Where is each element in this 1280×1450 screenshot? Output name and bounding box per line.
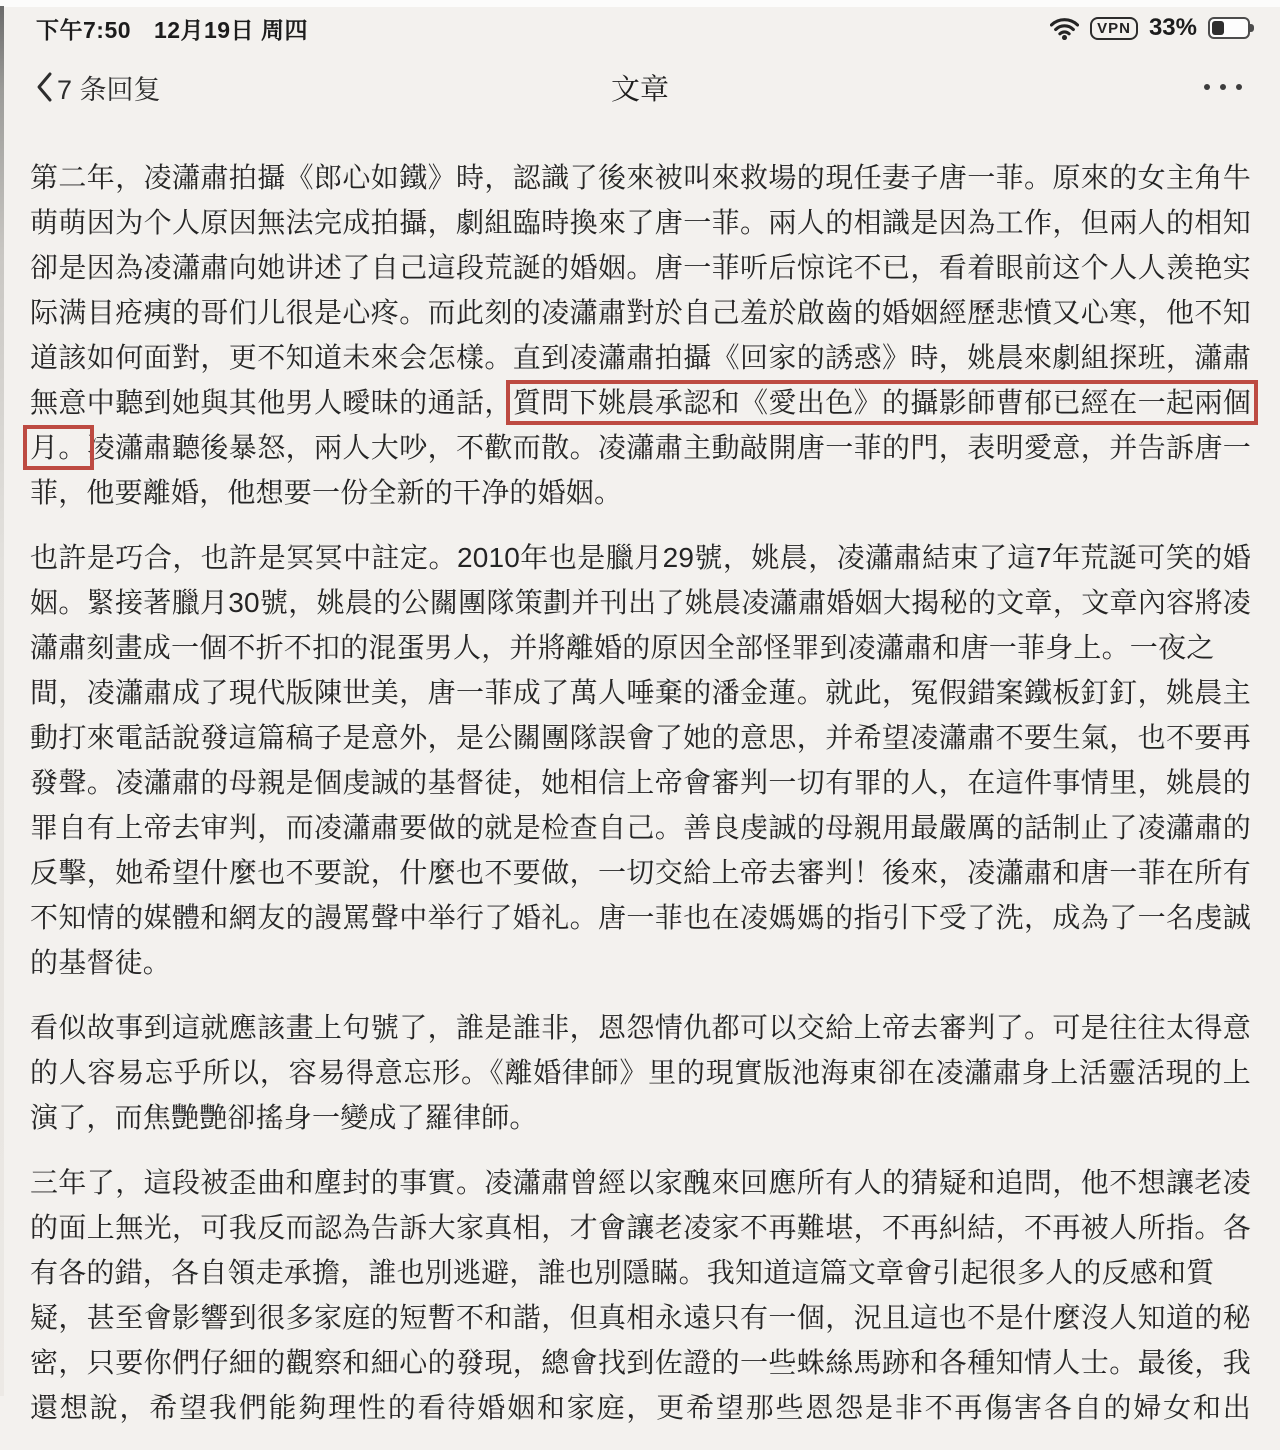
article-line [30,1340,1251,1385]
status-datetime [36,12,308,45]
text-segment: 看似故事到這就應該畫上句號了，誰是誰非，恩怨情仇都可以交給上帝去審判了。可是往往太得意 [30,1012,1251,1043]
text-segment: 密，只要你們仔細的觀察和細心的發現，總會找到佐證的一些蛛絲馬跡和各種知情人士。最後，我 [30,1347,1251,1378]
article-line [30,1005,1251,1050]
text-segment: 第二年，凌瀟肅拍攝《郎心如鐵》時，認識了後來被叫來救場的現任妻子唐一菲。原來的女主角牛 [30,162,1251,193]
back-label: 7 条回复 [57,74,161,105]
article-line [30,470,1251,515]
article-line [30,535,1251,580]
article-line [30,805,1251,850]
paragraph [30,155,1251,515]
text-segment: 也許是巧合，也許是冥冥中註定。2010年也是臘月29號，姚晨，凌瀟肅結束了這7年荒誕可笑的婚 [30,542,1251,573]
text-segment: 萌萌因为个人原因無法完成拍攝，劇組臨時換來了唐一菲。兩人的相識是因為工作，但兩人的相知 [30,207,1251,238]
text-segment: 的基督徒。 [30,947,172,978]
text-segment: 际满目疮痍的哥们儿很是心疼。而此刻的凌瀟肅對於自己羞於啟齒的婚姻經歷悲憤又心寒，他不知 [30,297,1251,328]
paragraph [30,535,1251,985]
wifi-icon [1050,17,1079,40]
article-line [30,335,1251,380]
article-line [30,1050,1251,1095]
more-options-button[interactable] [1202,74,1244,100]
red-highlight-box: 質問下姚晨承認和《愛出色》的攝影師曹郁已經在一起兩個 [512,387,1252,418]
red-highlight-box: 月。 [30,432,87,463]
back-chevron-icon [36,71,53,103]
text-segment: 無意中聽到她與其他男人曖昧的通話， [30,387,513,418]
screen-top-edge [0,0,1280,7]
text-segment: 的面上無光，可我反而認為告訴大家真相，才會讓老凌家不再難堪，不再糾結，不再被人所指。各 [30,1212,1251,1243]
article-line [30,940,1251,985]
text-segment: 姻。緊接著臘月30號，姚晨的公關團隊策劃并刊出了姚晨凌瀟肅婚姻大揭秘的文章，文章內容將凌 [30,587,1251,618]
text-segment: 凌瀟肅聽後暴怒，兩人大吵，不歡而散。凌瀟肅主動敲開唐一菲的門，表明愛意，并告訴唐一 [86,432,1251,463]
paragraph [30,1005,1251,1140]
text-segment: 演了，而焦艷艷卻搖身一變成了羅律師。 [30,1102,538,1133]
article-line [30,1250,1251,1295]
text-segment: 的人容易忘乎所以，容易得意忘形。《離婚律師》里的現實版池海東卻在凌瀟肅身上活靈活現的上 [30,1057,1251,1088]
text-segment: 動打來電話說發這篇稿子是意外，是公關團隊誤會了她的意思，并希望凌瀟肅不要生氣，也不要再 [30,722,1251,753]
back-button[interactable] [36,68,161,107]
text-segment: 三年了，這段被歪曲和塵封的事實。凌瀟肅曾經以家醜來回應所有人的猜疑和追問，他不想讓老凌 [30,1167,1251,1198]
text-segment: 還想說，希望我們能夠理性的看待婚姻和家庭，更希望那些恩怨是非不再傷害各自的婦女和出 [30,1392,1251,1423]
status-date: 12月19日 周四 [153,16,308,43]
article-line [30,895,1251,940]
text-segment: 菲，他要離婚，他想要一份全新的干净的婚姻。 [30,477,623,508]
article-line [30,245,1251,290]
text-segment: 罪自有上帝去审判，而凌瀟肅要做的就是检查自己。善良虔誠的母親用最嚴厲的話制止了凌瀟肅的 [30,812,1251,843]
article-line [30,425,1251,470]
text-segment: 瀟肅刻畫成一個不折不扣的混蛋男人，并將離婚的原因全部怪罪到凌瀟肅和唐一菲身上。一夜之 [30,632,1215,663]
more-dot-icon [1204,84,1210,90]
article-line [30,380,1251,425]
article-line [30,1160,1251,1205]
text-segment: 間，凌瀟肅成了現代版陳世美，唐一菲成了萬人唾棄的潘金蓮。就此，冤假錯案鐵板釘釘，姚晨主 [30,677,1251,708]
article-line [30,1095,1251,1140]
battery-icon [1208,17,1250,39]
nav-bar [36,64,1244,110]
article-line [30,1205,1251,1250]
status-time: 下午7:50 [36,16,132,43]
text-segment: 反擊，她希望什麼也不要說，什麼也不要做，一切交給上帝去審判！後來，凌瀟肅和唐一菲在所有 [30,857,1251,888]
article-line [30,760,1251,805]
text-segment: 發聲。凌瀟肅的母親是個虔誠的基督徒，她相信上帝會審判一切有罪的人，在這件事情里，姚晨的 [30,767,1251,798]
screen-left-edge [0,6,4,1396]
article-line [30,290,1251,335]
paragraph [30,1160,1251,1430]
text-segment: 疑，甚至會影響到很多家庭的短暫不和諧，但真相永遠只有一個，況且這也不是什麼沒人知道的秘 [30,1302,1251,1333]
article-line [30,850,1251,895]
status-indicators [1050,14,1250,42]
page-title: 文章 [610,73,669,106]
text-segment: 卻是因為凌瀟肅向她讲述了自己這段荒誕的婚姻。唐一菲听后惊诧不已，看着眼前这个人人羡艳实 [30,252,1251,283]
text-segment: 道該如何面對，更不知道未來会怎樣。直到凌瀟肅拍攝《回家的誘惑》時，姚晨來劇組探班，瀟肅 [30,342,1251,373]
article-line [30,155,1251,200]
text-segment: 有各的錯，各自領走承擔，誰也別逃避，誰也別隱瞞。我知道這篇文章會引起很多人的反感和質 [30,1257,1215,1288]
status-bar [36,13,1250,43]
article-line [30,200,1251,245]
vpn-badge: VPN [1090,17,1138,40]
article-line [30,1295,1251,1340]
more-dot-icon [1236,84,1242,90]
battery-percent: 33% [1148,14,1197,41]
article-line [30,670,1251,715]
article-line [30,580,1251,625]
article-line [30,625,1251,670]
text-segment: 不知情的媒體和網友的謾罵聲中举行了婚礼。唐一菲也在凌媽媽的指引下受了洗，成為了一名虔誠 [30,902,1251,933]
article-body[interactable] [30,155,1251,1450]
more-dot-icon [1220,84,1226,90]
article-line [30,1385,1251,1430]
article-line [30,715,1251,760]
